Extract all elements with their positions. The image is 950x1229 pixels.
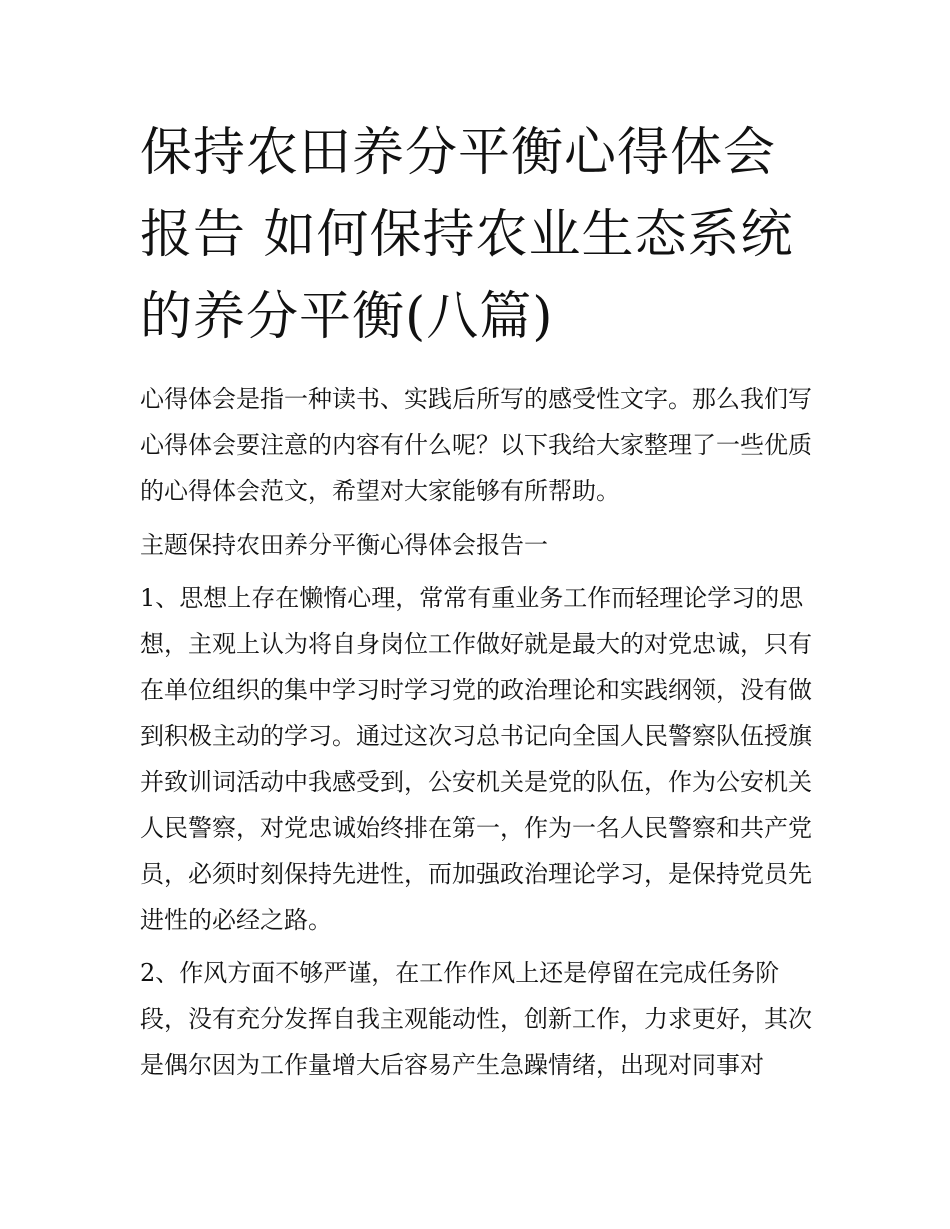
list-item-text: 1、思想上存在懒惰心理，常常有重业务工作而轻理论学习的思想，主观上认为将自身岗位工作做好就是最大的对党忠诚，只有在单位组织的集中学习时学习党的政治理论和实践纲领，没有做到积极主动的学习。通过这次习总书记向全国人民警察队伍授旗并致训词活动中我感受到，公安机关是党的队伍，作为公安机关人民警察，对党忠诚始终排在第一，作为一名人民警察和共产党员，必须时刻保持先进性，而加强政治理论学习，是保持党员先进性的必经之路。 [140,584,812,934]
list-item-2 [140,950,812,1088]
list-item-1 [140,575,812,943]
document-title: 保持农田养分平衡心得体会报告 如何保持农业生态系统的养分平衡(八篇) [140,123,794,347]
list-item-text: 2、作风方面不够严谨，在工作作风上还是停留在完成任务阶段，没有充分发挥自我主观能动性，创新工作，力求更好，其次是偶尔因为工作量增大后容易产生急躁情绪，出现对同事对 [140,959,812,1079]
document-page [140,112,812,1088]
intro-paragraph: 心得体会是指一种读书、实践后所写的感受性文字。那么我们写心得体会要注意的内容有什么呢？以下我给大家整理了一些优质的心得体会范文，希望对大家能够有所帮助。 [140,385,812,505]
section-heading: 主题保持农田养分平衡心得体会报告一 [140,531,548,559]
